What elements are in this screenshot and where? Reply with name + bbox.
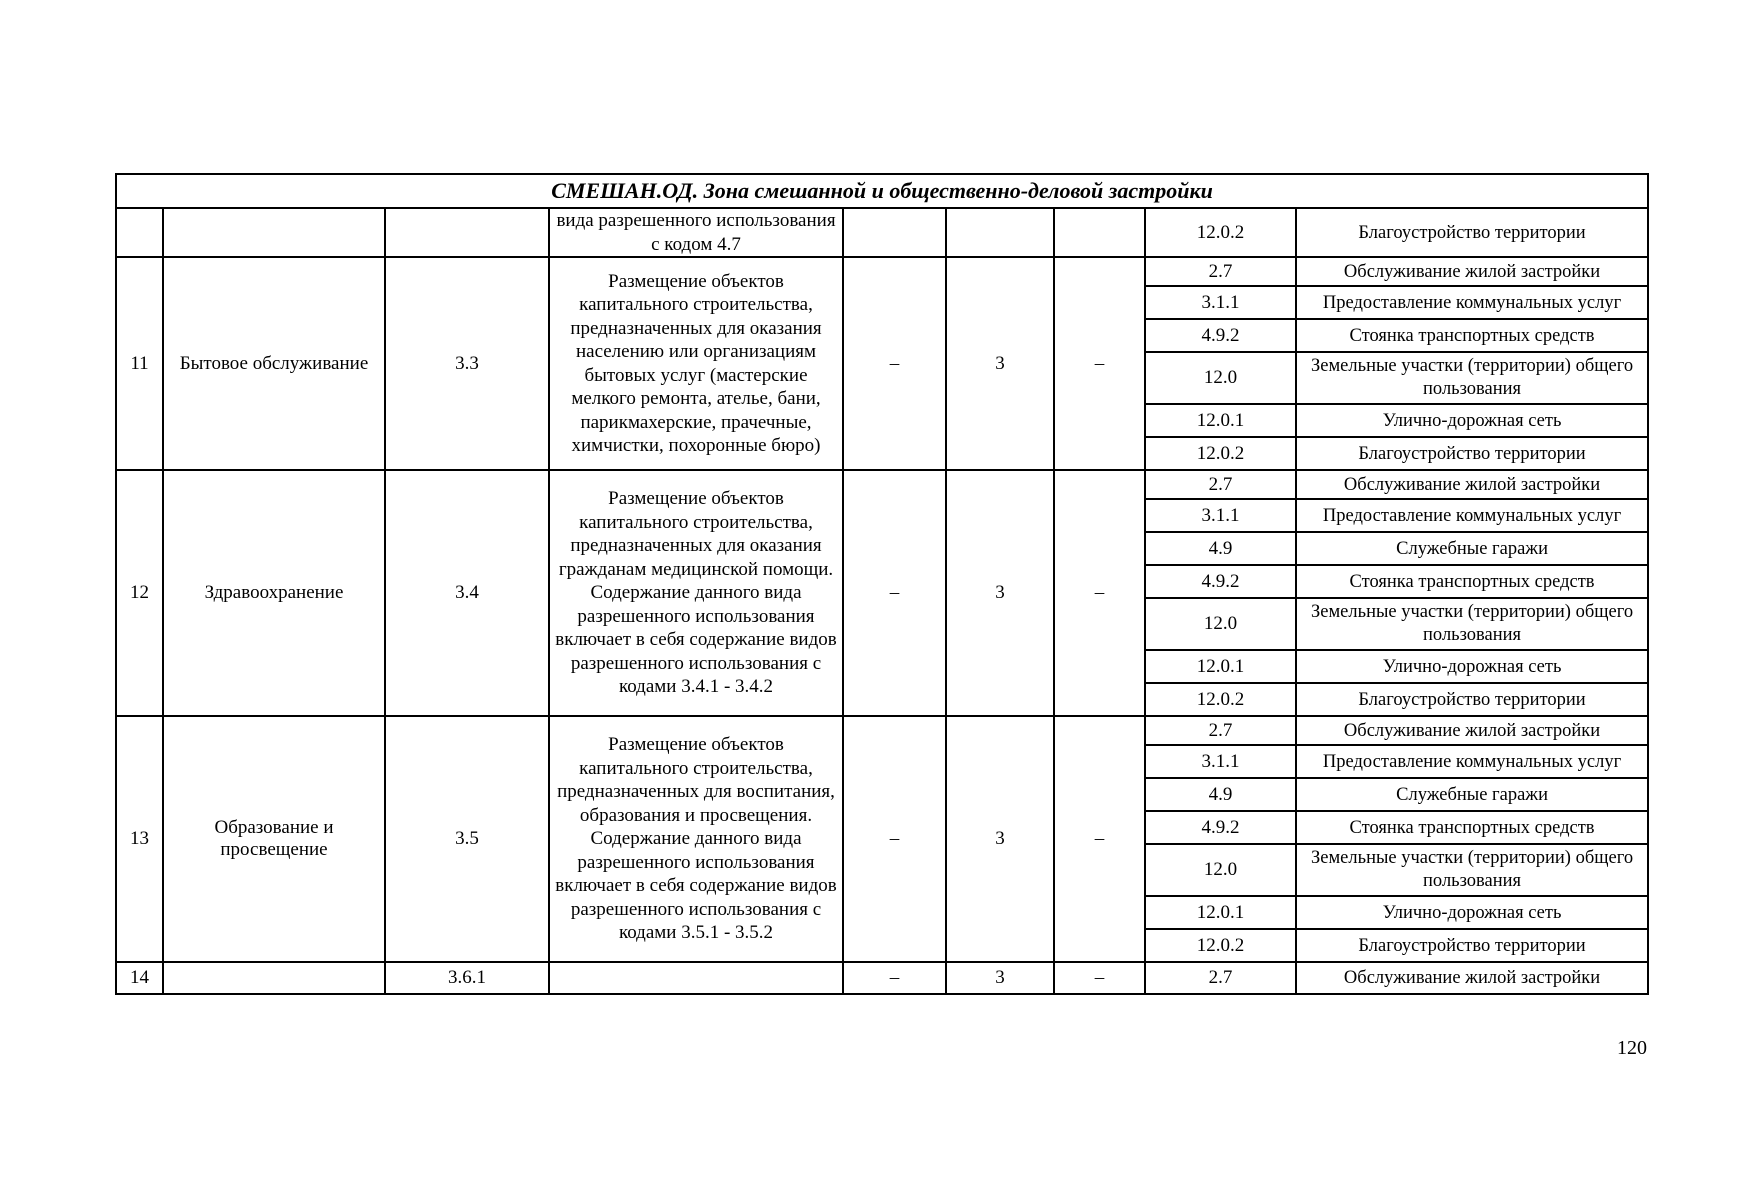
row-number-cell: 11 (116, 257, 163, 470)
aux-name-cell: Стоянка транспортных средств (1296, 319, 1648, 352)
param-cell-1: – (843, 470, 946, 716)
param-cell-1: – (843, 257, 946, 470)
use-name-cell (163, 962, 385, 994)
use-name-cell: Бытовое обслуживание (163, 257, 385, 470)
row-number-cell: 14 (116, 962, 163, 994)
use-code-cell (385, 208, 549, 257)
use-code-cell: 3.5 (385, 716, 549, 962)
aux-name-cell: Земельные участки (территории) общего пользования (1296, 352, 1648, 404)
aux-name-cell: Предоставление коммунальных услуг (1296, 286, 1648, 319)
aux-name-cell: Служебные гаражи (1296, 532, 1648, 565)
aux-name-cell: Благоустройство территории (1296, 437, 1648, 470)
aux-code-cell: 12.0.1 (1145, 896, 1296, 929)
aux-name-cell: Благоустройство территории (1296, 208, 1648, 257)
use-code-cell: 3.4 (385, 470, 549, 716)
param-cell-3: – (1054, 257, 1145, 470)
table-row (116, 962, 1648, 994)
aux-code-cell: 12.0 (1145, 844, 1296, 896)
aux-name-cell: Улично-дорожная сеть (1296, 404, 1648, 437)
use-description-cell: Размещение объектов капитального строительства, предназначенных для оказания гражданам медицинской помощи. Содержание данного вида разрешенного использования включает в себя содержание видов разрешенного использования с кодами 3.4.1 - 3.4.2 (549, 470, 843, 716)
use-code-cell: 3.6.1 (385, 962, 549, 994)
param-cell-2: 3 (946, 962, 1054, 994)
aux-code-cell: 3.1.1 (1145, 745, 1296, 778)
param-cell-3: – (1054, 716, 1145, 962)
aux-code-cell: 2.7 (1145, 716, 1296, 745)
param-cell-2: 3 (946, 470, 1054, 716)
table-row (116, 470, 1648, 499)
param-cell-1 (843, 208, 946, 257)
use-description-cell: Размещение объектов капитального строительства, предназначенных для воспитания, образования и просвещения. Содержание данного вида разрешенного использования включает в себя содержание видов разрешенного использования с кодами 3.5.1 - 3.5.2 (549, 716, 843, 962)
param-cell-2: 3 (946, 257, 1054, 470)
aux-code-cell: 12.0.2 (1145, 929, 1296, 962)
table-row (116, 257, 1648, 286)
aux-code-cell: 2.7 (1145, 962, 1296, 994)
zoning-table (115, 173, 1649, 995)
table-row (116, 716, 1648, 745)
aux-name-cell: Предоставление коммунальных услуг (1296, 499, 1648, 532)
aux-name-cell: Стоянка транспортных средств (1296, 811, 1648, 844)
aux-name-cell: Предоставление коммунальных услуг (1296, 745, 1648, 778)
table-title-row (116, 174, 1648, 208)
use-name-cell (163, 208, 385, 257)
param-cell-2 (946, 208, 1054, 257)
aux-code-cell: 2.7 (1145, 470, 1296, 499)
aux-code-cell: 3.1.1 (1145, 499, 1296, 532)
use-name-cell: Образование и просвещение (163, 716, 385, 962)
page-number: 120 (1617, 1037, 1647, 1059)
use-description-cell (549, 962, 843, 994)
param-cell-1: – (843, 962, 946, 994)
row-number-cell (116, 208, 163, 257)
aux-code-cell: 2.7 (1145, 257, 1296, 286)
aux-name-cell: Земельные участки (территории) общего пользования (1296, 598, 1648, 650)
aux-name-cell: Обслуживание жилой застройки (1296, 716, 1648, 745)
aux-code-cell: 12.0 (1145, 598, 1296, 650)
aux-code-cell: 4.9.2 (1145, 565, 1296, 598)
aux-code-cell: 3.1.1 (1145, 286, 1296, 319)
aux-name-cell: Обслуживание жилой застройки (1296, 962, 1648, 994)
table-row-continuation (116, 208, 1648, 257)
aux-code-cell: 4.9 (1145, 778, 1296, 811)
use-code-cell: 3.3 (385, 257, 549, 470)
aux-name-cell: Обслуживание жилой застройки (1296, 470, 1648, 499)
aux-code-cell: 4.9.2 (1145, 811, 1296, 844)
param-cell-2: 3 (946, 716, 1054, 962)
row-number-cell: 13 (116, 716, 163, 962)
aux-name-cell: Земельные участки (территории) общего пользования (1296, 844, 1648, 896)
aux-code-cell: 12.0.2 (1145, 683, 1296, 716)
aux-code-cell: 4.9.2 (1145, 319, 1296, 352)
aux-name-cell: Служебные гаражи (1296, 778, 1648, 811)
aux-code-cell: 12.0.1 (1145, 404, 1296, 437)
row-number-cell: 12 (116, 470, 163, 716)
aux-name-cell: Улично-дорожная сеть (1296, 650, 1648, 683)
param-cell-1: – (843, 716, 946, 962)
aux-code-cell: 4.9 (1145, 532, 1296, 565)
use-description-cell: Размещение объектов капитального строительства, предназначенных для оказания населению или организациям бытовых услуг (мастерские мелкого ремонта, ателье, бани, парикмахерские, прачечные, химчистки, похоронные бюро) (549, 257, 843, 470)
aux-code-cell: 12.0 (1145, 352, 1296, 404)
aux-code-cell: 12.0.1 (1145, 650, 1296, 683)
table-title: СМЕШАН.ОД. Зона смешанной и общественно-деловой застройки (116, 174, 1648, 208)
aux-name-cell: Стоянка транспортных средств (1296, 565, 1648, 598)
use-name-cell: Здравоохранение (163, 470, 385, 716)
param-cell-3 (1054, 208, 1145, 257)
aux-code-cell: 12.0.2 (1145, 208, 1296, 257)
param-cell-3: – (1054, 470, 1145, 716)
aux-name-cell: Обслуживание жилой застройки (1296, 257, 1648, 286)
aux-code-cell: 12.0.2 (1145, 437, 1296, 470)
use-description-cell: вида разрешенного использования с кодом 4.7 (549, 208, 843, 257)
param-cell-3: – (1054, 962, 1145, 994)
aux-name-cell: Улично-дорожная сеть (1296, 896, 1648, 929)
document-sheet (115, 173, 1647, 995)
aux-name-cell: Благоустройство территории (1296, 683, 1648, 716)
aux-name-cell: Благоустройство территории (1296, 929, 1648, 962)
